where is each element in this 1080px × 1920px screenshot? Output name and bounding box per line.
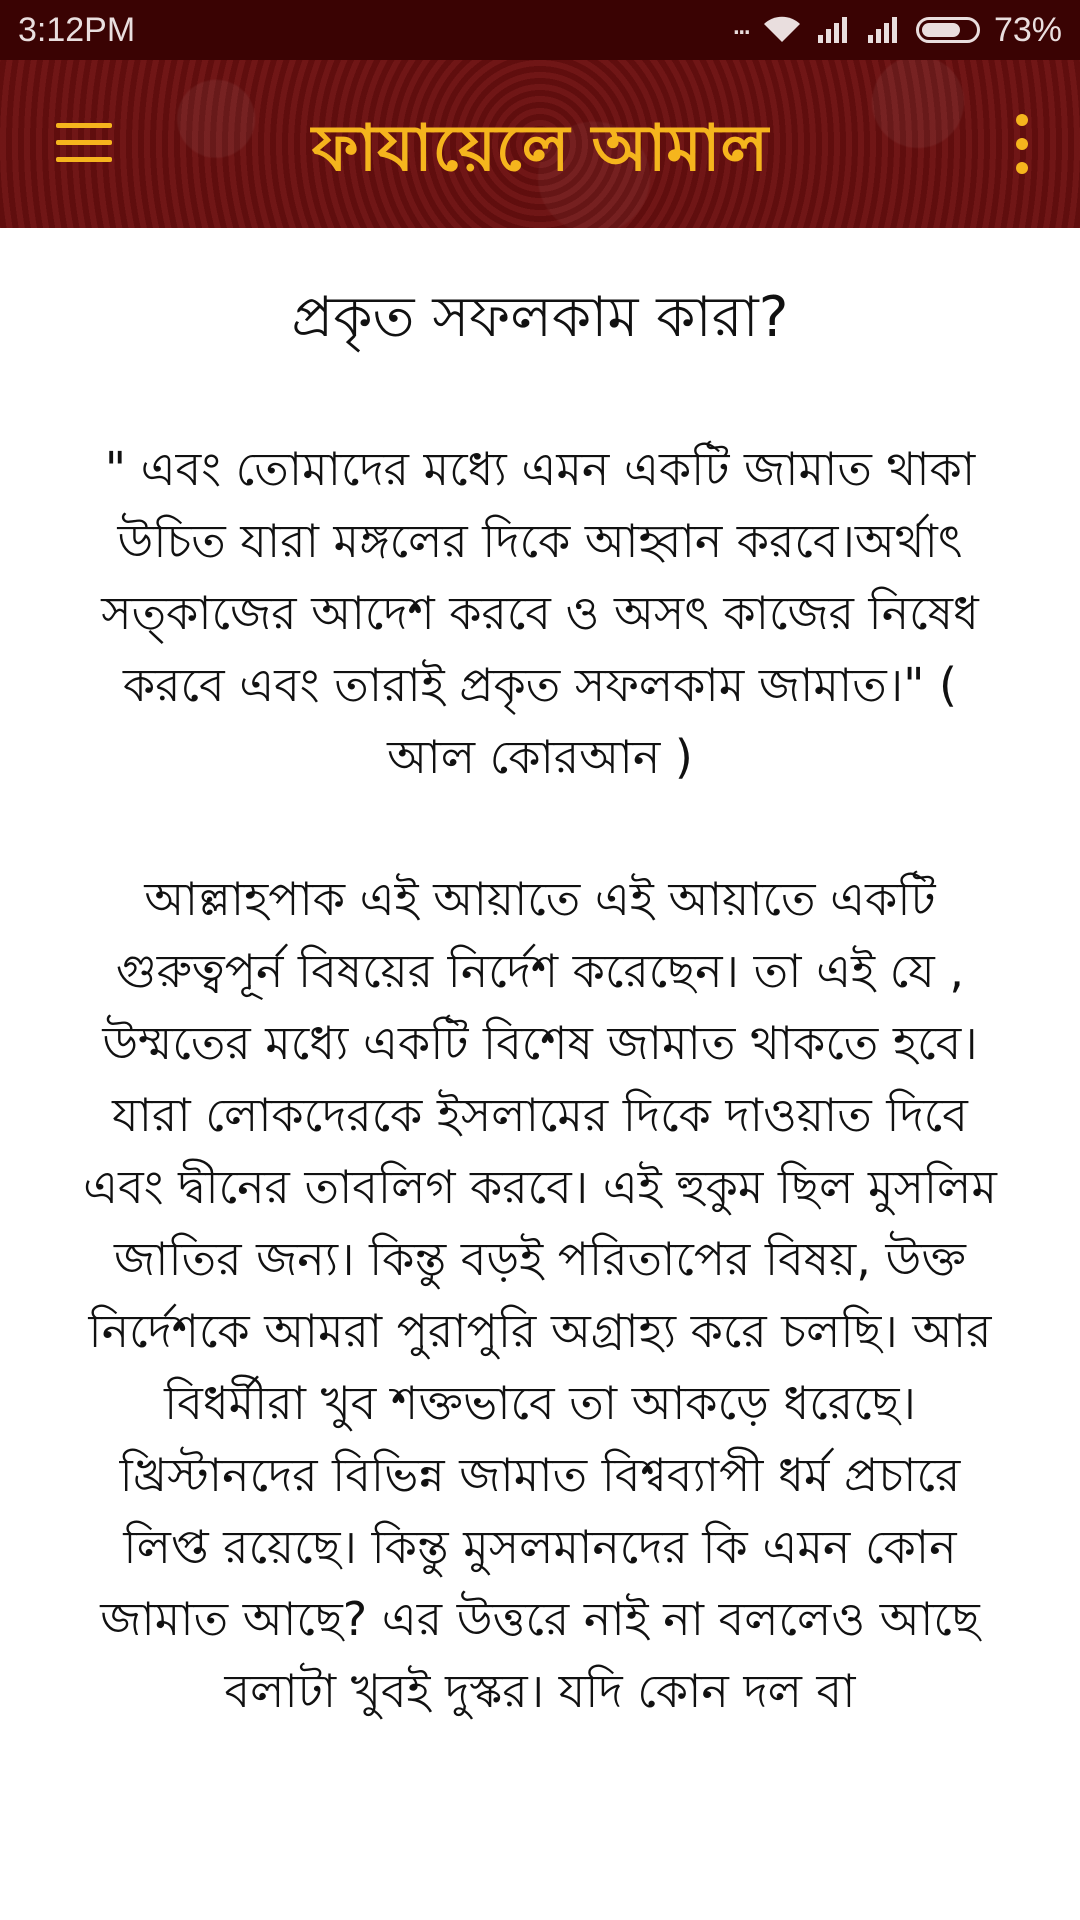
signal-2-icon bbox=[866, 15, 902, 45]
status-bar bbox=[0, 0, 1080, 60]
hamburger-menu-icon[interactable] bbox=[56, 123, 112, 163]
battery-icon bbox=[916, 17, 980, 43]
article-content bbox=[0, 228, 1080, 1727]
more-vert-icon[interactable] bbox=[1010, 114, 1034, 178]
more-notifications-icon: ... bbox=[731, 3, 748, 42]
quote-paragraph: " এবং তোমাদের মধ্যে এমন একটি জামাত থাকা উচিত যারা মঙ্গলের দিকে আহ্বান করবে।অর্থাৎ সত্কাজের আদেশ করবে ও অসৎ কাজের নিষেধ করবে এবং তারাই প্রকৃত সফলকাম জামাত।" ( আল কোরআন ) bbox=[101, 442, 979, 784]
status-icons bbox=[718, 0, 1062, 60]
status-time: 3:12PM bbox=[18, 11, 136, 49]
signal-icon bbox=[816, 15, 852, 45]
battery-level bbox=[922, 23, 960, 37]
battery-percent: 73% bbox=[993, 10, 1062, 49]
wifi-icon bbox=[762, 15, 802, 45]
app-bar bbox=[0, 60, 1080, 228]
body-paragraph: আল্লাহপাক এই আয়াতে এই আয়াতে একটি গুরুত্বপূর্ন বিষয়ের নির্দেশ করেছেন। তা এই যে , উম্মতের মধ্যে একটি বিশেষ জামাত থাকতে হবে। যারা লোকদেরকে ইসলামের দিকে দাওয়াত দিবে এবং দ্বীনের তাবলিগ করবে। এই হুকুম ছিল মুসলিম জাতির জন্য। কিন্তু বড়ই পরিতাপের বিষয়, উক্ত নির্দেশকে আমরা পুরাপুরি অগ্রাহ্য করে চলছি। আর বিধর্মীরা খুব শক্তভাবে তা আকড়ে ধরেছে। খ্রিস্টানদের বিভিন্ন জামাত বিশ্বব্যাপী ধর্ম প্রচারে লিপ্ত রয়েছে। কিন্তু মুসলমানদের কি এমন কোন জামাত আছে? এর উত্তরে নাই না বললেও আছে বলাটা খুবই দুস্কর। যদি কোন দল বা bbox=[83, 872, 997, 1718]
app-title: ফাযায়েলে আমাল bbox=[311, 112, 769, 186]
article-title: প্রকৃত সফলকাম কারা? bbox=[291, 285, 789, 350]
